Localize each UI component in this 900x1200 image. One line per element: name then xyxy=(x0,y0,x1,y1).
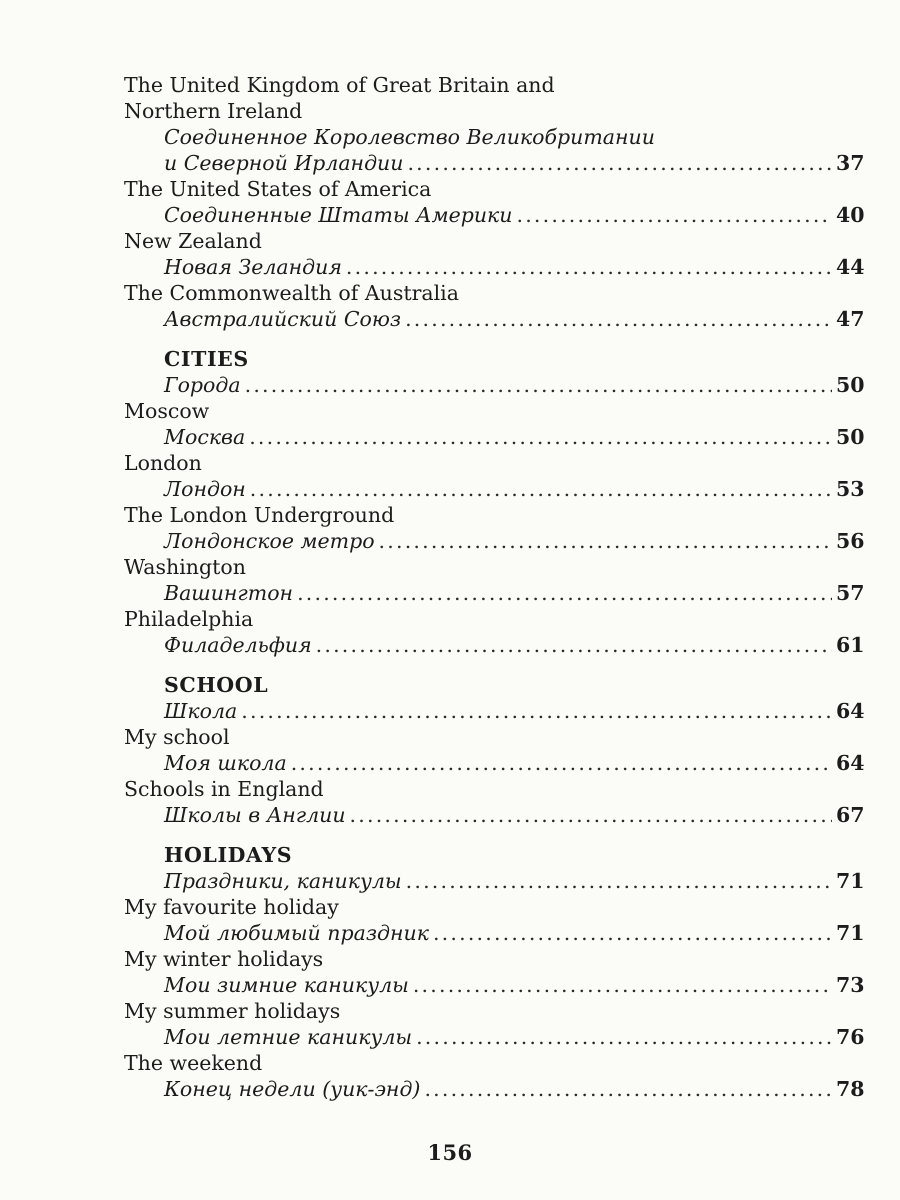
toc-entry-translation: Мои летние каникулы xyxy=(164,1025,413,1049)
toc-entry-translation: Соединенное Королевство Великобритании xyxy=(164,125,655,149)
toc-entry-australia xyxy=(124,280,864,332)
dot-leader xyxy=(416,1024,832,1050)
page-ref: 37 xyxy=(836,151,865,175)
toc-entry-row xyxy=(164,424,864,450)
page-ref: 73 xyxy=(836,973,865,997)
page-ref: 64 xyxy=(836,751,865,775)
dot-leader xyxy=(405,306,832,332)
toc-entry-title: New Zealand xyxy=(124,229,262,253)
toc-entry-translation: Праздники, каникулы xyxy=(164,869,402,893)
toc-entry-title: Philadelphia xyxy=(124,607,254,631)
toc-entry-translation: Конец недели (уик-энд) xyxy=(164,1077,421,1101)
page-ref: 44 xyxy=(836,255,865,279)
toc-entry-row xyxy=(164,202,864,228)
toc-entry-title: The London Underground xyxy=(124,503,395,527)
page-ref: 67 xyxy=(836,803,865,827)
toc-entry-row xyxy=(164,698,864,724)
toc-entry-london-underground xyxy=(124,502,864,554)
dot-leader xyxy=(249,424,832,450)
toc-entry-title: Moscow xyxy=(124,399,210,423)
toc-entry-row xyxy=(164,802,864,828)
toc-entry-weekend xyxy=(124,1050,864,1102)
toc-entry-row xyxy=(164,306,864,332)
page-ref: 76 xyxy=(836,1025,865,1049)
section-heading-holidays: HOLIDAYS xyxy=(164,843,293,867)
table-of-contents xyxy=(124,72,864,1102)
toc-entry-translation: Филадельфия xyxy=(164,633,312,657)
toc-entry-translation: Мои зимние каникулы xyxy=(164,973,409,997)
toc-entry-title: Schools in England xyxy=(124,777,324,801)
dot-leader xyxy=(291,750,832,776)
toc-entry-new-zealand xyxy=(124,228,864,280)
section-heading-school: SCHOOL xyxy=(164,673,269,697)
toc-entry-summer-holidays xyxy=(124,998,864,1050)
dot-leader xyxy=(350,802,832,828)
toc-entry-my-school xyxy=(124,724,864,776)
toc-entry-title: My winter holidays xyxy=(124,947,324,971)
toc-entry-translation: Лондон xyxy=(164,477,246,501)
toc-entry-title: Washington xyxy=(124,555,246,579)
toc-entry-philadelphia xyxy=(124,606,864,658)
toc-entry-translation: Города xyxy=(164,373,241,397)
toc-entry-row xyxy=(164,372,864,398)
page-ref: 50 xyxy=(836,373,865,397)
toc-entry-washington xyxy=(124,554,864,606)
page-ref: 61 xyxy=(836,633,865,657)
toc-entry-usa xyxy=(124,176,864,228)
dot-leader xyxy=(297,580,832,606)
toc-entry-translation: Новая Зеландия xyxy=(164,255,342,279)
toc-entry-row xyxy=(164,1024,864,1050)
toc-entry-title: The United States of America xyxy=(124,177,432,201)
toc-entry-title: My school xyxy=(124,725,230,749)
toc-entry-title: My summer holidays xyxy=(124,999,341,1023)
toc-entry-translation: Школа xyxy=(164,699,238,723)
toc-entry-row xyxy=(164,580,864,606)
toc-entry-favourite-holiday xyxy=(124,894,864,946)
dot-leader xyxy=(516,202,832,228)
page-number: 156 xyxy=(427,1140,473,1165)
dot-leader xyxy=(413,972,832,998)
toc-entry-title: The weekend xyxy=(124,1051,263,1075)
toc-entry-row xyxy=(164,476,864,502)
dot-leader xyxy=(424,1076,832,1102)
page-ref: 53 xyxy=(836,477,865,501)
toc-entry-translation: Мой любимый праздник xyxy=(164,921,429,945)
toc-entry-row xyxy=(164,920,864,946)
page-ref: 64 xyxy=(836,699,865,723)
toc-entry-title: The Commonwealth of Australia xyxy=(124,281,459,305)
toc-entry-translation: Лондонское метро xyxy=(164,529,375,553)
page-ref: 57 xyxy=(836,581,865,605)
dot-leader xyxy=(433,920,832,946)
toc-entry-row xyxy=(164,632,864,658)
toc-entry-row xyxy=(164,868,864,894)
toc-entry-row xyxy=(164,150,864,176)
section-heading-cities: CITIES xyxy=(164,347,249,371)
toc-entry-row xyxy=(164,1076,864,1102)
toc-entry-moscow xyxy=(124,398,864,450)
toc-entry-title: London xyxy=(124,451,202,475)
dot-leader xyxy=(241,698,832,724)
page-ref: 40 xyxy=(836,203,865,227)
dot-leader xyxy=(250,476,832,502)
dot-leader xyxy=(406,868,832,894)
toc-entry-london xyxy=(124,450,864,502)
toc-entry-translation: Вашингтон xyxy=(164,581,294,605)
toc-entry-translation: Австралийский Союз xyxy=(164,307,402,331)
dot-leader xyxy=(379,528,832,554)
toc-entry-translation: Моя школа xyxy=(164,751,287,775)
page-ref: 71 xyxy=(836,869,865,893)
page-ref: 47 xyxy=(836,307,865,331)
toc-entry-winter-holidays xyxy=(124,946,864,998)
dot-leader xyxy=(407,150,832,176)
dot-leader xyxy=(346,254,832,280)
toc-entry-schools-in-england xyxy=(124,776,864,828)
page-ref: 71 xyxy=(836,921,865,945)
page-ref: 56 xyxy=(836,529,865,553)
toc-entry-title: My favourite holiday xyxy=(124,895,339,919)
toc-entry-row xyxy=(164,528,864,554)
page-ref: 78 xyxy=(836,1077,865,1101)
page-ref: 50 xyxy=(836,425,865,449)
toc-entry-translation: Соединенные Штаты Америки xyxy=(164,203,513,227)
toc-entry-row xyxy=(164,254,864,280)
toc-entry-row xyxy=(164,750,864,776)
toc-entry-uk xyxy=(124,72,864,176)
toc-entry-title: The United Kingdom of Great Britain and xyxy=(124,73,555,97)
toc-entry-row xyxy=(164,972,864,998)
toc-entry-title: Northern Ireland xyxy=(124,99,303,123)
toc-entry-translation: Москва xyxy=(164,425,246,449)
dot-leader xyxy=(316,632,832,658)
dot-leader xyxy=(245,372,832,398)
toc-entry-translation: Школы в Англии xyxy=(164,803,346,827)
toc-entry-translation: и Северной Ирландии xyxy=(164,151,404,175)
